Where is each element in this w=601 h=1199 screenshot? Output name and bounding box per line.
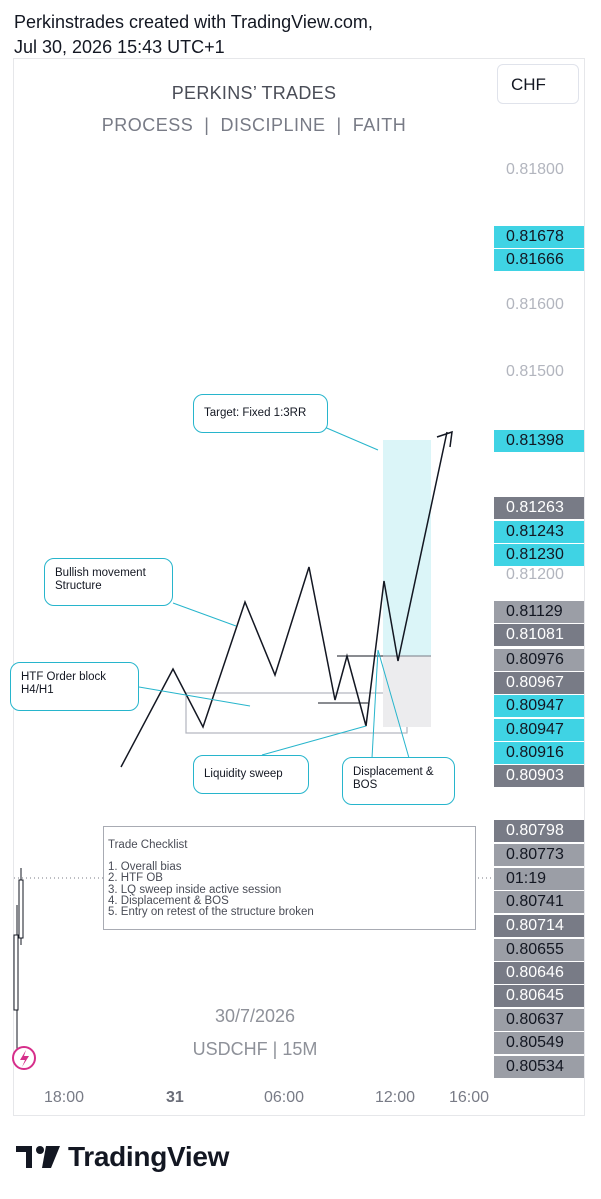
checklist-item: 1. Overall bias	[108, 861, 182, 874]
callout-text: Displacement &	[353, 766, 434, 778]
time-axis-label: 06:00	[264, 1089, 305, 1106]
checklist-title: Trade Checklist	[108, 839, 188, 851]
time-axis-label: 16:00	[449, 1089, 490, 1106]
price-badge: 0.80534	[494, 1056, 584, 1078]
htf-order-block-callout[interactable]	[10, 662, 139, 711]
price-badge: 0.80741	[494, 891, 584, 913]
price-badge: 0.81398	[494, 430, 584, 452]
price-scale-label: 0.81500	[506, 363, 564, 380]
price-badge: 0.80714	[494, 915, 584, 937]
price-badge: 0.80916	[494, 742, 584, 764]
price-scale-label: 0.81800	[506, 161, 564, 178]
callout-text: Bullish movement	[55, 567, 146, 579]
watermark-symbol: USDCHF | 15M	[192, 1039, 318, 1059]
price-badge: 0.80976	[494, 649, 584, 671]
chart-title: PERKINS’ TRADES	[171, 83, 337, 103]
trade-checklist[interactable]	[103, 826, 476, 930]
callout-text: Structure	[55, 580, 102, 592]
chart-subtitle: PROCESS | DISCIPLINE | FAITH	[101, 115, 407, 135]
checklist-item: 2. HTF OB	[108, 872, 163, 885]
displacement-bos-callout[interactable]	[342, 757, 455, 805]
magic-alert-icon[interactable]	[13, 1047, 35, 1069]
price-badge: 0.81230	[494, 544, 584, 566]
callout-text: H4/H1	[21, 684, 54, 696]
price-scale-label: 0.81600	[506, 296, 564, 313]
price-badge: 0.81129	[494, 601, 584, 623]
price-badge: 0.81081	[494, 624, 584, 646]
price-badge: 0.80947	[494, 719, 584, 741]
tradingview-wordmark: TradingView	[68, 1141, 230, 1172]
checklist-item: 5. Entry on retest of the structure broken	[108, 906, 314, 919]
price-badge: 0.80549	[494, 1032, 584, 1054]
callout-text: BOS	[353, 779, 378, 791]
candles	[14, 868, 23, 1060]
watermark-date: 30/7/2026	[214, 1006, 296, 1026]
price-badge: 0.80645	[494, 985, 584, 1007]
countdown-badge: 01:19	[494, 868, 584, 890]
snapshot-author-line: Perkinstrades created with TradingView.com,	[14, 12, 373, 32]
price-scale-label: 0.81200	[506, 566, 564, 583]
price-badge: 0.80903	[494, 765, 584, 787]
price-badge: 0.80655	[494, 939, 584, 961]
target-callout-text: Target: Fixed 1:3RR	[204, 407, 307, 419]
price-badge: 0.80646	[494, 962, 584, 984]
time-axis-label: 12:00	[375, 1089, 416, 1106]
target-callout[interactable]	[193, 394, 328, 433]
price-badge: 0.80637	[494, 1009, 584, 1031]
time-axis-label: 18:00	[44, 1089, 85, 1106]
price-badge: 0.81678	[494, 226, 584, 248]
price-badge: 0.81666	[494, 249, 584, 271]
price-badge: 0.80798	[494, 820, 584, 842]
price-badge: 0.80967	[494, 672, 584, 694]
checklist-item: 4. Displacement & BOS	[108, 894, 229, 907]
target-zone	[383, 440, 431, 656]
snapshot-date-line: Jul 30, 2026 15:43 UTC+1	[14, 37, 225, 57]
liquidity-sweep-callout[interactable]	[193, 755, 309, 794]
callout-text: Liquidity sweep	[204, 768, 283, 780]
checklist-item: 3. LQ sweep inside active session	[108, 883, 282, 896]
time-axis-label: 31	[166, 1089, 184, 1106]
price-badge: 0.80773	[494, 844, 584, 866]
currency-button[interactable]: CHF	[497, 64, 579, 104]
price-badge: 0.81243	[494, 521, 584, 543]
bullish-structure-callout[interactable]	[44, 558, 173, 606]
callout-text: HTF Order block	[21, 671, 106, 683]
price-badge: 0.81263	[494, 497, 584, 519]
price-badge: 0.80947	[494, 695, 584, 717]
tradingview-logo-mark	[16, 1146, 60, 1168]
